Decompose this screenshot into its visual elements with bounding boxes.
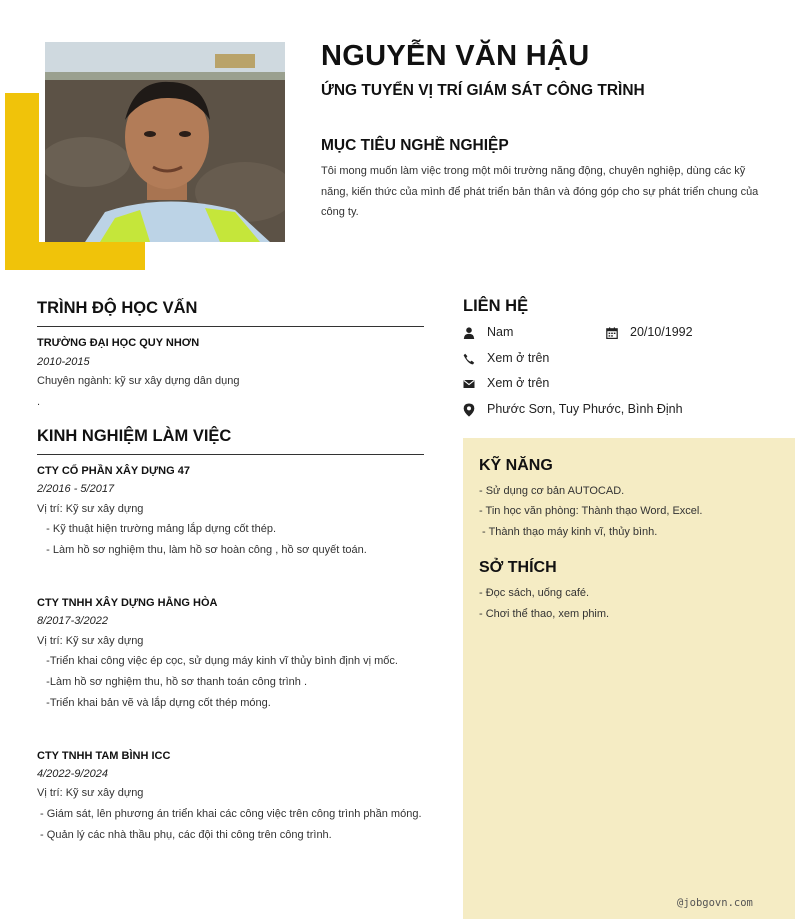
objective-line: năng, kiến thức của mình để phát triển bản thân và đóng góp cho sự phát triển chung của <box>321 185 759 198</box>
hobby-item: - Đọc sách, uống café. <box>479 587 590 599</box>
location-pin-icon <box>463 403 475 417</box>
contact-phone[interactable]: Xem ở trên <box>487 351 550 365</box>
job-task: -Làm hồ sơ nghiệm thu, hồ sơ thanh toán công trình . <box>37 676 308 688</box>
watermark-text: @jobgovn.com <box>677 897 753 909</box>
job-period: 2/2016 - 5/2017 <box>37 483 115 495</box>
education-major: Chuyên ngành: kỹ sư xây dựng dân dụng <box>37 375 240 387</box>
experience-heading: KINH NGHIỆM LÀM VIỆC <box>37 427 232 445</box>
education-heading: TRÌNH ĐỘ HỌC VẤN <box>37 299 198 317</box>
job-company: CTY TNHH XÂY DỰNG HẰNG HÒA <box>37 597 218 609</box>
skill-item: - Tin học văn phòng: Thành thạo Word, Excel. <box>479 505 703 517</box>
portrait-photo <box>45 42 285 242</box>
hobby-item: - Chơi thể thao, xem phim. <box>479 608 610 620</box>
job-role: Vị trí: Kỹ sư xây dựng <box>37 787 144 799</box>
job-period: 4/2022-9/2024 <box>37 768 108 780</box>
job-task: - Giám sát, lên phương án triển khai các công việc trên công trình phần móng. <box>37 808 422 820</box>
job-company: CTY TNHH TAM BÌNH ICC <box>37 750 171 762</box>
applied-position: ỨNG TUYỂN VỊ TRÍ GIÁM SÁT CÔNG TRÌNH <box>321 82 645 99</box>
portrait-illustration <box>45 42 285 242</box>
job-task: - Quản lý các nhà thầu phụ, các đội thi công trên công trình. <box>37 829 332 841</box>
person-icon <box>463 327 475 339</box>
email-icon <box>463 378 475 390</box>
job-task: -Triển khai bản vẽ và lắp dựng cốt thép móng. <box>37 697 271 709</box>
objective-line: công ty. <box>321 206 359 218</box>
job-role: Vị trí: Kỹ sư xây dựng <box>37 635 144 647</box>
contact-gender: Nam <box>487 325 514 339</box>
skills-heading: KỸ NĂNG <box>479 457 553 474</box>
job-task: -Triển khai công việc ép cọc, sử dụng máy kinh vĩ thủy bình định vị mốc. <box>37 655 398 667</box>
phone-icon <box>463 353 475 365</box>
contact-address: Phước Sơn, Tuy Phước, Bình Định <box>487 402 683 416</box>
skill-item: - Sử dụng cơ bản AUTOCAD. <box>479 485 625 497</box>
experience-divider <box>37 454 424 455</box>
job-task: - Kỹ thuật hiện trường mảng lắp dựng cốt thép. <box>37 523 277 535</box>
job-period: 8/2017-3/2022 <box>37 615 108 627</box>
contact-dob: 20/10/1992 <box>630 325 693 339</box>
objective-heading: MỤC TIÊU NGHỀ NGHIỆP <box>321 137 509 154</box>
education-divider <box>37 326 424 327</box>
hobbies-heading: SỞ THÍCH <box>479 559 557 576</box>
school-name: TRƯỜNG ĐẠI HỌC QUY NHƠN <box>37 337 200 349</box>
education-period: 2010-2015 <box>37 356 90 368</box>
job-task: - Làm hồ sơ nghiệm thu, làm hồ sơ hoàn công , hồ sơ quyết toán. <box>37 544 367 556</box>
contact-email[interactable]: Xem ở trên <box>487 376 550 390</box>
objective-text <box>321 161 771 223</box>
education-extra: . <box>37 396 41 408</box>
calendar-icon <box>606 327 618 339</box>
contact-heading: LIÊN HỆ <box>463 297 529 315</box>
objective-line: Tôi mong muốn làm việc trong một môi trường năng động, chuyên nghiệp, dùng các kỹ <box>321 165 746 177</box>
job-role: Vị trí: Kỹ sư xây dựng <box>37 503 144 515</box>
job-company: CTY CỔ PHẦN XÂY DỰNG 47 <box>37 465 190 477</box>
skill-item: - Thành thạo máy kinh vĩ, thủy bình. <box>479 526 658 538</box>
accent-bar-horizontal <box>5 242 145 270</box>
candidate-name: NGUYỄN VĂN HẬU <box>321 40 590 72</box>
